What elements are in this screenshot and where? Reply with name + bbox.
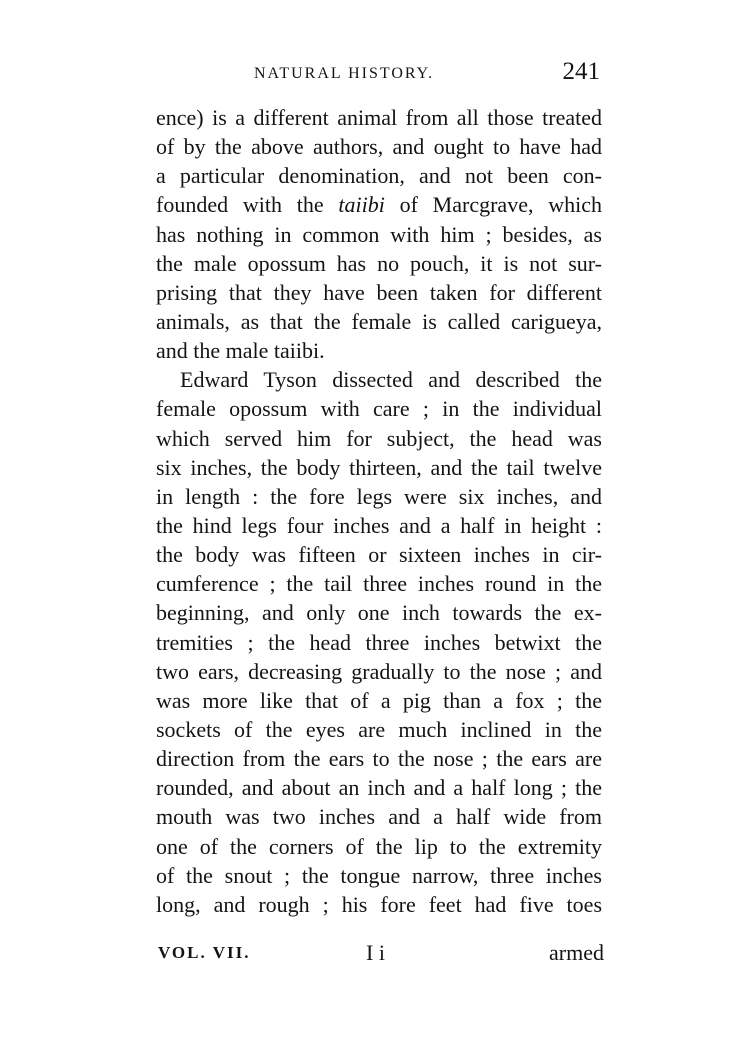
text-line: cumference ; the tail three inches round in the bbox=[156, 571, 602, 597]
page-number: 241 bbox=[562, 58, 600, 85]
running-head bbox=[158, 60, 602, 90]
text-line: long, and rough ; his fore feet had five toes bbox=[156, 891, 602, 917]
catchword: armed bbox=[549, 940, 604, 965]
text-line: mouth was two inches and a half wide from bbox=[156, 804, 602, 830]
signature-mark: I i bbox=[366, 940, 385, 965]
text-line: female opossum with care ; in the individual bbox=[156, 396, 602, 422]
paragraph-tyson bbox=[156, 365, 602, 919]
volume-mark: VOL. VII. bbox=[158, 943, 251, 962]
page-footer bbox=[158, 940, 604, 970]
text-line: direction from the ears to the nose ; the ears are bbox=[156, 746, 602, 772]
text-line: Edward Tyson dissected and described the bbox=[180, 367, 602, 393]
text-line: the hind legs four inches and a half in height : bbox=[156, 512, 602, 538]
paragraph-continuation bbox=[156, 103, 602, 365]
text-line: rounded, and about an inch and a half long ; the bbox=[156, 775, 602, 801]
text-line: six inches, the body thirteen, and the tail twelve bbox=[156, 454, 602, 480]
italic-word: taiibi bbox=[338, 192, 385, 218]
text-line: of the snout ; the tongue narrow, three inches bbox=[156, 862, 602, 888]
text-line: animals, as that the female is called carigueya, bbox=[156, 308, 602, 334]
text-line: a particular denomination, and not been con- bbox=[156, 163, 602, 189]
text-line: beginning, and only one inch towards the ex- bbox=[156, 600, 602, 626]
text-line: founded with the taiibi of Marcgrave, which bbox=[156, 192, 602, 218]
text-line: prising that they have been taken for different bbox=[156, 279, 602, 305]
text-line: one of the corners of the lip to the extremity bbox=[156, 833, 602, 859]
text-line: two ears, decreasing gradually to the nose ; and bbox=[156, 658, 602, 684]
text-line: the body was fifteen or sixteen inches in cir- bbox=[156, 542, 602, 568]
text-line: of by the above authors, and ought to have had bbox=[156, 134, 602, 160]
text-line: and the male taiibi. bbox=[156, 338, 325, 364]
text-line: which served him for subject, the head was bbox=[156, 425, 602, 451]
body-text bbox=[156, 103, 602, 919]
text-line: the male opossum has no pouch, it is not sur- bbox=[156, 250, 602, 276]
text-line: sockets of the eyes are much inclined in the bbox=[156, 716, 602, 742]
text-line: in length : the fore legs were six inches, and bbox=[156, 483, 602, 509]
text-line: ence) is a different animal from all those treated bbox=[156, 105, 602, 130]
text-line: was more like that of a pig than a fox ; the bbox=[156, 687, 602, 713]
text-line: tremities ; the head three inches betwixt the bbox=[156, 629, 602, 655]
text-line: has nothing in common with him ; besides, as bbox=[156, 221, 602, 247]
running-title: NATURAL HISTORY. bbox=[254, 65, 435, 82]
